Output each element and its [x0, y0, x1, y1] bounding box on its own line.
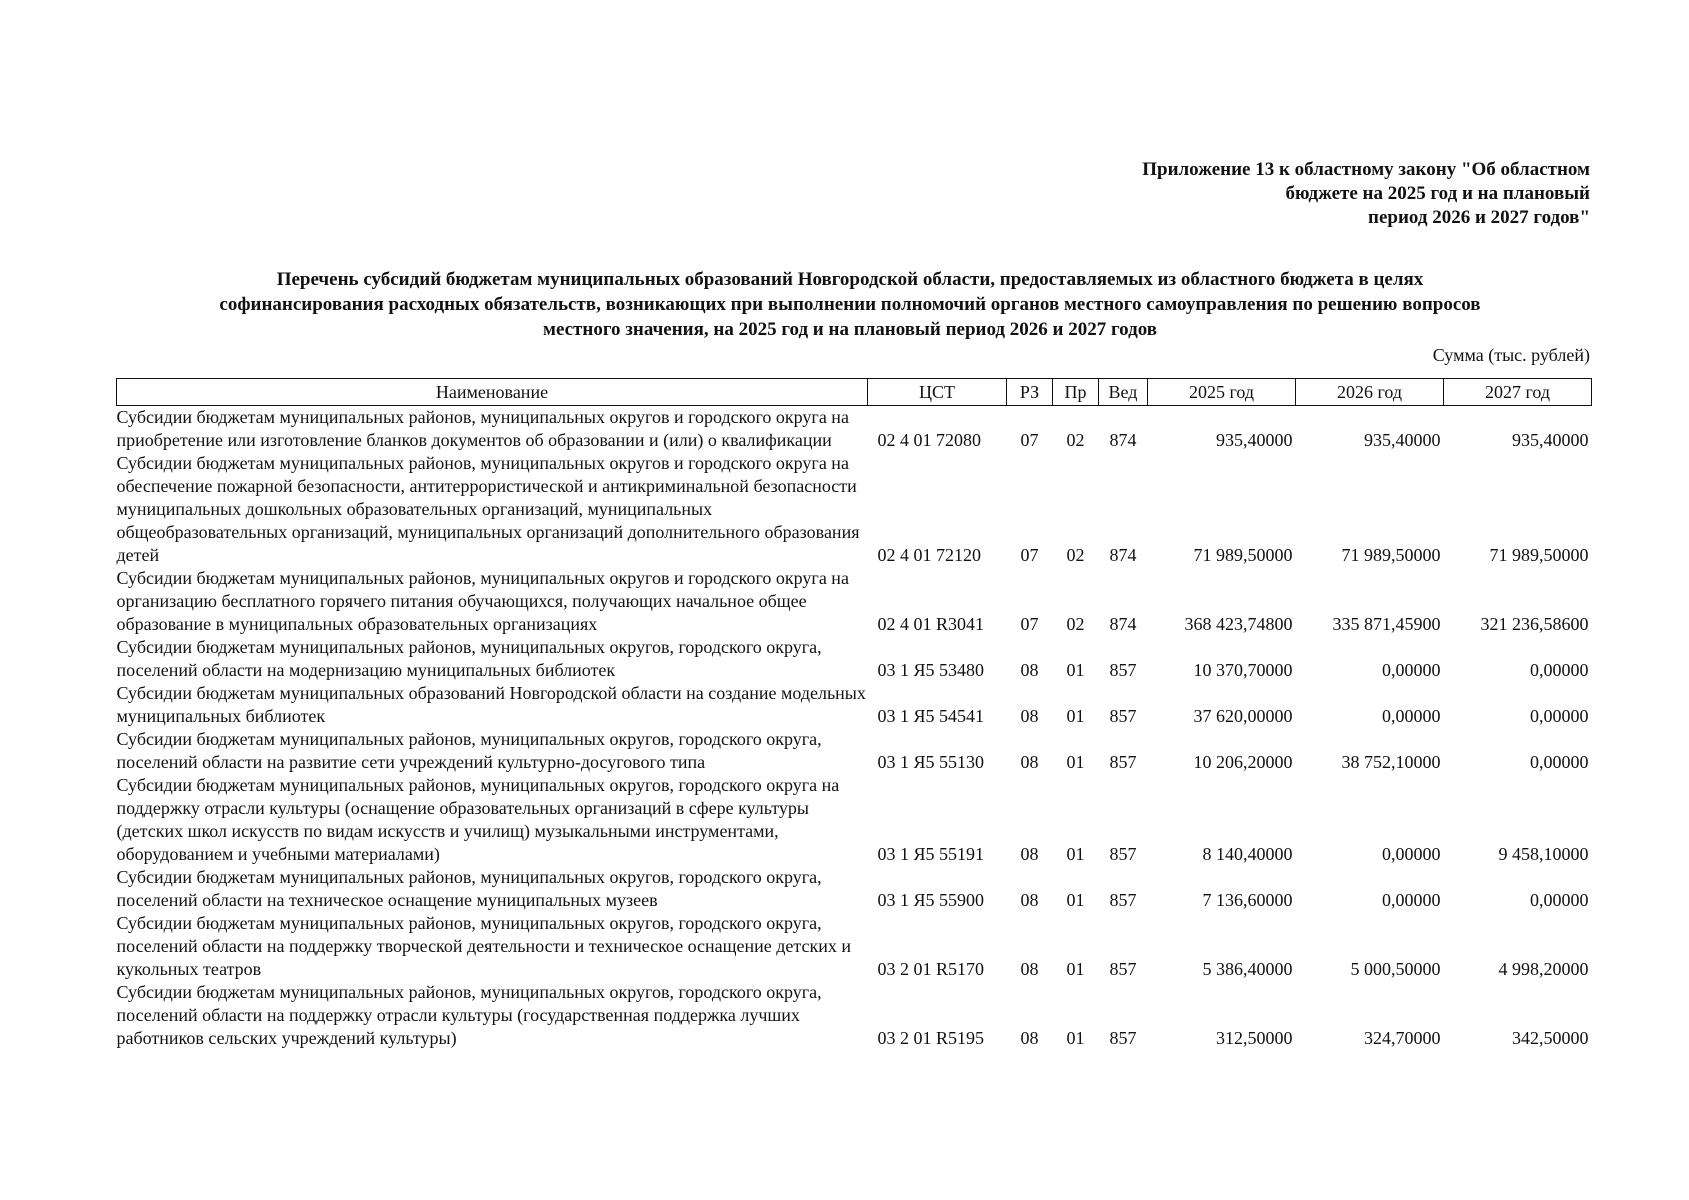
row-pr-cell: 01	[1066, 1028, 1085, 1048]
row-name-cell: Субсидии бюджетам муниципальных районов, муниципальных округов, городского округа, поселений области на техническое оснащение муниципальных музеев	[116, 867, 822, 910]
row-2027-cell: 0,00000	[1530, 706, 1589, 726]
row-pr-cell: 02	[1066, 430, 1085, 450]
row-name-cell: Субсидии бюджетам муниципальных районов, муниципальных округов, городского округа на поддержку отрасли культуры (оснащение образовательных организаций в сфере культуры (детских школ искусств по видам искусств и училищ) музыкальными инструментами, оборудованием и учебными материалами)	[116, 775, 840, 864]
row-cst-cell: 03 1 Я5 55191	[877, 844, 985, 864]
title-line: местного значения, на 2025 год и на плановый период 2026 и 2027 годов	[543, 319, 1157, 340]
column-header-2026: 2026 год	[1296, 379, 1444, 406]
row-cst-cell: 02 4 01 R3041	[877, 614, 985, 634]
row-ved-cell: 857	[1109, 706, 1137, 726]
row-pr-cell: 01	[1066, 844, 1085, 864]
row-2026-cell: 935,40000	[1364, 430, 1441, 450]
table-row	[117, 728, 1592, 774]
row-rz-cell: 08	[1020, 959, 1039, 979]
table-row	[117, 981, 1592, 1050]
row-2026-cell: 0,00000	[1382, 890, 1441, 910]
table-row	[117, 774, 1592, 866]
row-pr-cell: 01	[1066, 890, 1085, 910]
row-2026-cell: 0,00000	[1382, 844, 1441, 864]
row-2027-cell: 0,00000	[1530, 660, 1589, 680]
row-2025-cell: 5 386,40000	[1202, 959, 1293, 979]
document-title	[110, 267, 1590, 342]
row-2026-cell: 0,00000	[1382, 706, 1441, 726]
table-row	[117, 567, 1592, 636]
row-pr-cell: 01	[1066, 660, 1085, 680]
row-2027-cell: 935,40000	[1512, 430, 1589, 450]
row-2027-cell: 321 236,58600	[1480, 614, 1589, 634]
row-2027-cell: 9 458,10000	[1498, 844, 1589, 864]
row-cst-cell: 03 2 01 R5195	[877, 1028, 985, 1048]
row-2026-cell: 324,70000	[1364, 1028, 1441, 1048]
column-header-pr: Пр	[1053, 379, 1099, 406]
row-name-cell: Субсидии бюджетам муниципальных районов, муниципальных округов и городского округа на обеспечение пожарной безопасности, антитеррористической и антикриминальной безопасности муниципальных дошкольных образовательных организаций, муниципальных общеобразовательных организаций, муниципальных организаций дополнительного образования детей	[116, 453, 860, 565]
row-pr-cell: 01	[1066, 706, 1085, 726]
row-name-cell: Субсидии бюджетам муниципальных образований Новгородской области на создание модельных муниципальных библиотек	[116, 683, 866, 726]
row-2027-cell: 0,00000	[1530, 752, 1589, 772]
column-header-cst: ЦСТ	[868, 379, 1007, 406]
title-line: софинансирования расходных обязательств, возникающих при выполнении полномочий органов местного самоуправления по решению вопросов	[219, 294, 1481, 315]
row-name-cell: Субсидии бюджетам муниципальных районов, муниципальных округов, городского округа, поселений области на развитие сети учреждений культурно-досугового типа	[116, 729, 822, 772]
units-label: Сумма (тыс. рублей)	[1432, 345, 1590, 365]
column-header-2025: 2025 год	[1148, 379, 1296, 406]
row-2025-cell: 7 136,60000	[1202, 890, 1293, 910]
row-2025-cell: 312,50000	[1216, 1028, 1293, 1048]
row-cst-cell: 03 1 Я5 55130	[877, 752, 985, 772]
appendix-line: бюджете на 2025 год и на плановый	[1285, 183, 1590, 204]
row-2025-cell: 368 423,74800	[1184, 614, 1293, 634]
row-pr-cell: 02	[1066, 614, 1085, 634]
row-cst-cell: 03 1 Я5 54541	[877, 706, 985, 726]
row-2026-cell: 335 871,45900	[1332, 614, 1441, 634]
row-cst-cell: 03 1 Я5 55900	[877, 890, 985, 910]
appendix-heading	[1030, 158, 1590, 230]
row-2025-cell: 10 206,20000	[1193, 752, 1293, 772]
table-row	[117, 636, 1592, 682]
column-header-2027: 2027 год	[1444, 379, 1592, 406]
row-2026-cell: 38 752,10000	[1341, 752, 1441, 772]
row-ved-cell: 874	[1109, 545, 1137, 565]
row-ved-cell: 857	[1109, 959, 1137, 979]
column-header-rz: РЗ	[1007, 379, 1053, 406]
row-ved-cell: 857	[1109, 890, 1137, 910]
row-cst-cell: 03 1 Я5 53480	[877, 660, 985, 680]
row-ved-cell: 857	[1109, 660, 1137, 680]
row-ved-cell: 857	[1109, 752, 1137, 772]
row-ved-cell: 874	[1109, 430, 1137, 450]
row-2025-cell: 37 620,00000	[1193, 706, 1293, 726]
row-cst-cell: 02 4 01 72120	[877, 545, 981, 565]
row-name-cell: Субсидии бюджетам муниципальных районов, муниципальных округов, городского округа, поселений области на поддержку творческой деятельности и техническое оснащение детских и кукольных театров	[116, 913, 852, 979]
row-2027-cell: 0,00000	[1530, 890, 1589, 910]
title-line: Перечень субсидий бюджетам муниципальных образований Новгородской области, предоставляемых из областного бюджета в целях	[276, 269, 1424, 290]
subsidies-table	[116, 378, 1592, 1050]
row-name-cell: Субсидии бюджетам муниципальных районов, муниципальных округов и городского округа на приобретение или изготовление бланков документов об образовании и (или) о квалификации	[116, 407, 849, 450]
table-row	[117, 912, 1592, 981]
row-2026-cell: 5 000,50000	[1350, 959, 1441, 979]
column-header-ved: Вед	[1099, 379, 1148, 406]
row-pr-cell: 01	[1066, 752, 1085, 772]
appendix-line: период 2026 и 2027 годов"	[1368, 207, 1590, 228]
table-row	[117, 682, 1592, 728]
row-rz-cell: 07	[1020, 614, 1039, 634]
row-2026-cell: 0,00000	[1382, 660, 1441, 680]
row-rz-cell: 08	[1020, 706, 1039, 726]
row-2025-cell: 8 140,40000	[1202, 844, 1293, 864]
row-rz-cell: 07	[1020, 545, 1039, 565]
table-row	[117, 452, 1592, 567]
row-2027-cell: 342,50000	[1512, 1028, 1589, 1048]
row-2027-cell: 4 998,20000	[1498, 959, 1589, 979]
row-2027-cell: 71 989,50000	[1489, 545, 1589, 565]
table-row	[117, 866, 1592, 912]
row-rz-cell: 07	[1020, 430, 1039, 450]
header-row	[117, 379, 1592, 406]
row-cst-cell: 03 2 01 R5170	[877, 959, 985, 979]
row-cst-cell: 02 4 01 72080	[877, 430, 981, 450]
row-rz-cell: 08	[1020, 1028, 1039, 1048]
row-name-cell: Субсидии бюджетам муниципальных районов, муниципальных округов, городского округа, поселений области на модернизацию муниципальных библиотек	[116, 637, 822, 680]
table-row	[117, 406, 1592, 453]
table-body	[117, 406, 1592, 1051]
row-pr-cell: 02	[1066, 545, 1085, 565]
row-name-cell: Субсидии бюджетам муниципальных районов, муниципальных округов, городского округа, поселений области на поддержку отрасли культуры (государственная поддержка лучших работников сельских учреждений культуры)	[116, 982, 822, 1048]
row-2025-cell: 10 370,70000	[1193, 660, 1293, 680]
row-ved-cell: 857	[1109, 1028, 1137, 1048]
row-pr-cell: 01	[1066, 959, 1085, 979]
appendix-line: Приложение 13 к областному закону "Об областном	[1142, 159, 1590, 180]
row-name-cell: Субсидии бюджетам муниципальных районов, муниципальных округов и городского округа на организацию бесплатного горячего питания обучающихся, получающих начальное общее образование в муниципальных образовательных организациях	[116, 568, 849, 634]
row-rz-cell: 08	[1020, 890, 1039, 910]
table-header	[117, 379, 1592, 406]
row-2025-cell: 71 989,50000	[1193, 545, 1293, 565]
row-2026-cell: 71 989,50000	[1341, 545, 1441, 565]
row-rz-cell: 08	[1020, 752, 1039, 772]
row-2025-cell: 935,40000	[1216, 430, 1293, 450]
column-header-name: Наименование	[117, 379, 868, 406]
row-rz-cell: 08	[1020, 844, 1039, 864]
row-ved-cell: 857	[1109, 844, 1137, 864]
row-rz-cell: 08	[1020, 660, 1039, 680]
row-ved-cell: 874	[1109, 614, 1137, 634]
